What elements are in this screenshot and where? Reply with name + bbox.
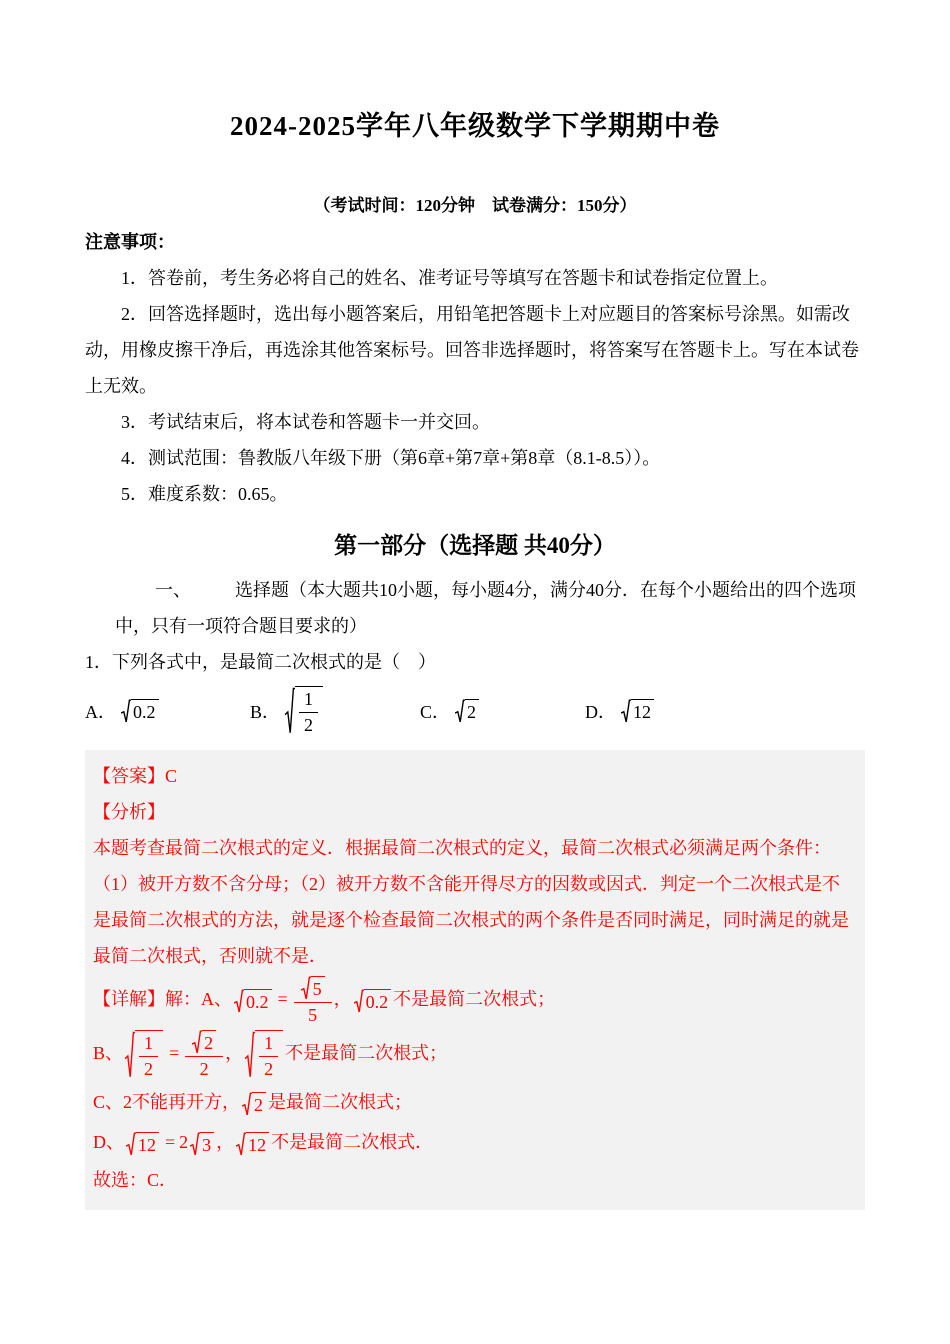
analysis-heading: 【分析】: [93, 802, 165, 822]
coefficient: 2: [179, 1132, 189, 1152]
notice-item-4: 4．测试范围：鲁教版八年级下册（第6章+第7章+第8章（8.1-8.5））。: [121, 448, 661, 468]
fraction-denominator: 5: [308, 1004, 318, 1025]
fraction: [299, 688, 318, 736]
exam-info-line: （考试时间：120分钟 试卷满分：150分）: [313, 196, 637, 215]
radical-sign-icon: [126, 1132, 136, 1157]
radical-sign-icon: [245, 1030, 255, 1080]
fraction-numerator: 1: [299, 688, 318, 713]
detail-line-d: [93, 1122, 857, 1162]
section1-intro-text: 选择题（本大题共10小题，每小题4分，满分40分．在每个小题给出的四个选项中，只有一项符合题目要求的）: [115, 580, 856, 636]
radicand: 12: [246, 1132, 269, 1157]
sqrt-expression: [245, 1030, 283, 1080]
detail-a-comma: ，: [333, 989, 352, 1010]
radicand-fraction: [295, 686, 323, 736]
radicand: 3: [200, 1132, 214, 1157]
radical-sign-icon: [236, 1132, 246, 1157]
equals-sign: =: [169, 1043, 180, 1064]
fraction: [185, 1030, 223, 1080]
radical-sign-icon: [125, 1030, 135, 1080]
radicand: 12: [631, 699, 654, 724]
detail-c-prefix: C、2不能再开方，: [93, 1092, 241, 1112]
radicand: 2: [465, 699, 479, 724]
detail-d-comma: ，: [216, 1132, 235, 1152]
detail-d-prefix: D、: [93, 1132, 124, 1152]
sqrt-expression: [621, 699, 654, 724]
option-c-label: C．: [420, 702, 451, 722]
fraction: [259, 1032, 278, 1080]
notice-heading: 注意事项：: [85, 232, 175, 252]
radicand: 0.2: [131, 699, 159, 724]
radicand: 0.2: [364, 989, 392, 1014]
sqrt-expression: [236, 1132, 269, 1157]
radicand-fraction: [255, 1030, 283, 1080]
option-a: [85, 698, 250, 724]
fraction-denominator: 2: [144, 1058, 154, 1079]
section1-number: 一、: [155, 580, 191, 600]
sqrt-expression: [121, 699, 159, 724]
detail-b-suffix: 不是最简二次根式；: [285, 1043, 448, 1064]
notice-item-2: 2．回答选择题时，选出每小题答案后，用铅笔把答题卡上对应题目的答案标号涂黑。如需改动，用橡皮擦干净后，再选涂其他答案标号。回答非选择题时，将答案写在答题卡上。写在本试卷上无效。: [85, 304, 859, 396]
equals-sign: =: [165, 1132, 176, 1152]
sqrt-expression: [285, 686, 323, 736]
radical-sign-icon: [192, 1030, 202, 1055]
part1-heading: 第一部分（选择题 共40分）: [334, 533, 616, 558]
detail-line-c: [93, 1082, 857, 1122]
fraction: [294, 976, 332, 1026]
detail-line-a: [93, 974, 857, 1028]
sqrt-expression: [242, 1092, 266, 1117]
sqrt-expression: [126, 1132, 159, 1157]
analysis-paragraph-2: （1）被开方数不含分母；（2）被开方数不含能开得尽方的因数或因式．判定一个二次根式是不是最简二次根式的方法，就是逐个检查最简二次根式的两个条件是否同时满足，同时满足的就是最简二次根式，否则就不是．: [93, 874, 849, 966]
option-a-label: A．: [85, 702, 116, 722]
notice-item-3: 3．考试结束后，将本试卷和答题卡一并交回。: [121, 412, 490, 432]
detail-d-suffix: 不是最简二次根式．: [271, 1132, 434, 1152]
radical-sign-icon: [301, 976, 311, 1001]
option-d-label: D．: [585, 702, 616, 722]
detail-c-suffix: 是最简二次根式；: [268, 1092, 413, 1112]
conclusion-line: 故选：C．: [93, 1170, 178, 1190]
radical-sign-icon: [621, 699, 631, 724]
analysis-paragraph-1: 本题考查最简二次根式的定义．根据最简二次根式的定义，最简二次根式必须满足两个条件：: [93, 838, 831, 858]
fraction: [139, 1032, 158, 1080]
question1-options: [85, 684, 865, 738]
section1-intro: [85, 572, 865, 644]
fraction-numerator: 1: [139, 1032, 158, 1057]
detail-line-b: [93, 1028, 857, 1082]
radical-sign-icon: [285, 686, 295, 736]
option-b: [250, 686, 420, 736]
radicand: 5: [311, 976, 325, 1001]
detail-a-suffix: 不是最简二次根式；: [393, 989, 556, 1010]
radicand: 12: [136, 1132, 159, 1157]
fraction-denominator: 2: [304, 714, 314, 735]
fraction-denominator: 2: [264, 1058, 274, 1079]
sqrt-expression: [190, 1132, 214, 1157]
sqrt-expression: [125, 1030, 163, 1080]
radical-sign-icon: [121, 699, 131, 724]
answer-line: 【答案】C: [93, 766, 178, 786]
radicand: 2: [252, 1092, 266, 1117]
sqrt-expression: [354, 989, 392, 1014]
equals-sign: =: [277, 989, 288, 1010]
sqrt-expression: [301, 976, 325, 1001]
notice-item-5: 5．难度系数：0.65。: [121, 484, 288, 504]
sqrt-expression: [192, 1030, 216, 1055]
radical-sign-icon: [234, 989, 244, 1014]
radicand-fraction: [135, 1030, 163, 1080]
radical-sign-icon: [354, 989, 364, 1014]
detail-a-prefix: 【详解】解：A、: [93, 989, 232, 1010]
radical-sign-icon: [242, 1092, 252, 1117]
option-c: [420, 698, 585, 724]
fraction-numerator: 1: [259, 1032, 278, 1057]
fraction-numerator: [185, 1030, 223, 1057]
option-d: [585, 698, 865, 724]
answer-block: [85, 750, 865, 1210]
radicand: 2: [202, 1030, 216, 1055]
radical-sign-icon: [455, 699, 465, 724]
notice-item-1: 1．答卷前，考生务必将自己的姓名、准考证号等填写在答题卡和试卷指定位置上。: [121, 268, 778, 288]
detail-b-prefix: B、: [93, 1043, 124, 1064]
fraction-numerator: [294, 976, 332, 1003]
detail-b-comma: ，: [225, 1043, 244, 1064]
radical-sign-icon: [190, 1132, 200, 1157]
fraction-denominator: 2: [199, 1058, 209, 1079]
sqrt-expression: [234, 989, 272, 1014]
question1-stem: 1．下列各式中，是最简二次根式的是（ ）: [85, 652, 436, 672]
option-b-label: B．: [250, 702, 281, 722]
radicand: 0.2: [244, 989, 272, 1014]
sqrt-expression: [455, 699, 479, 724]
exam-title: 2024-2025学年八年级数学下学期期中卷: [230, 111, 720, 141]
